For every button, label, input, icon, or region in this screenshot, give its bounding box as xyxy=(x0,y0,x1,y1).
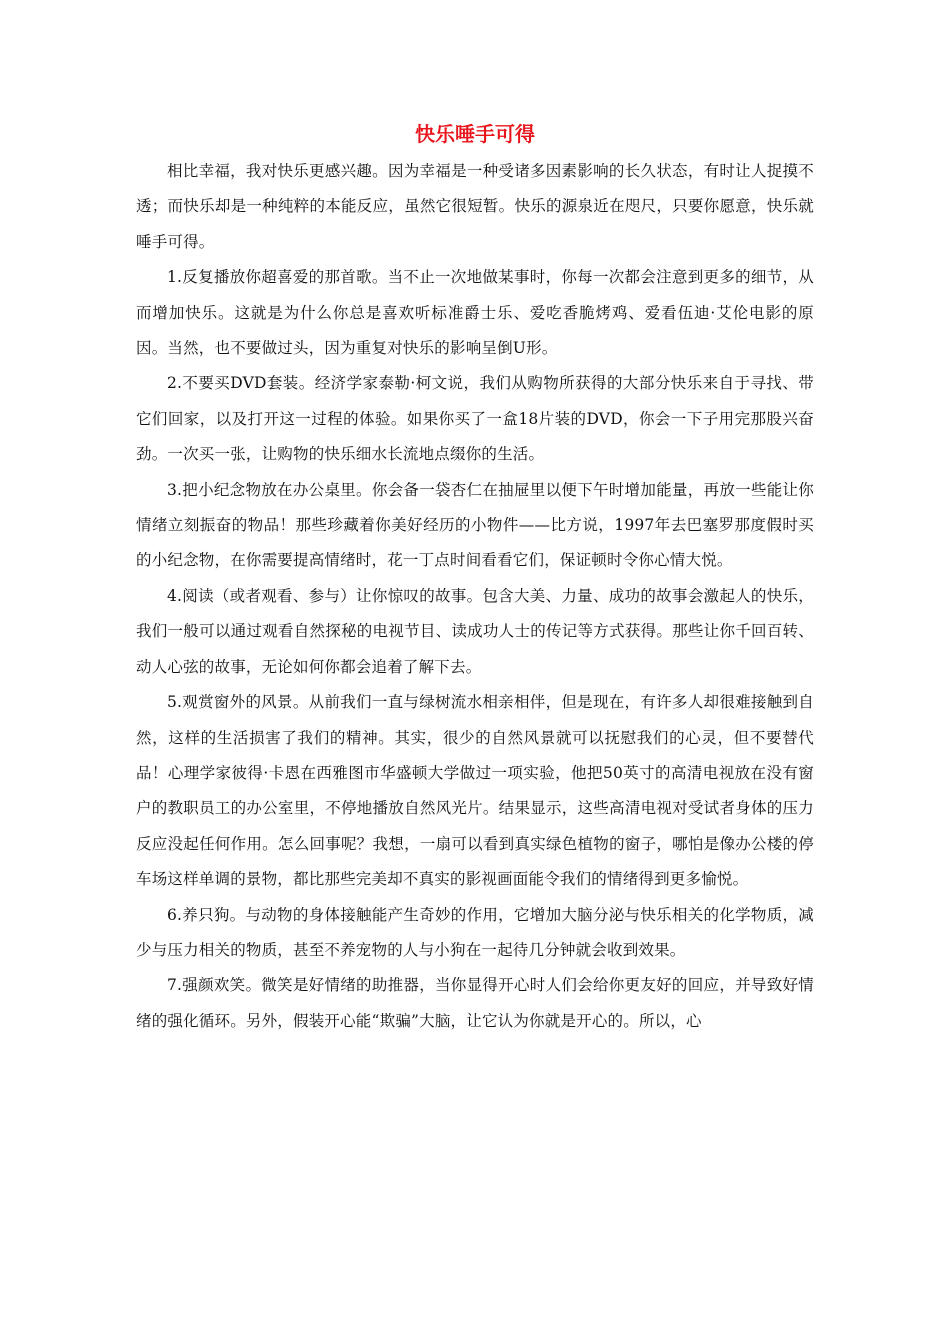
tip-paragraph-4: 4.阅读（或者观看、参与）让你惊叹的故事。包含大美、力量、成功的故事会激起人的快乐，我们一般可以通过观看自然探秘的电视节目、读成功人士的传记等方式获得。那些让你千回百转、动人心弦的故事，无论如何你都会追着了解下去。 xyxy=(136,586,814,676)
document-page xyxy=(136,118,814,1039)
tip-paragraph-2: 2.不要买DVD套装。经济学家泰勒·柯文说，我们从购物所获得的大部分快乐来自于寻找、带它们回家，以及打开这一过程的体验。如果你买了一盒18片装的DVD，你会一下子用完那股兴奋劲。一次买一张，让购物的快乐细水长流地点缀你的生活。 xyxy=(136,374,814,464)
tip-paragraph-6: 6.养只狗。与动物的身体接触能产生奇妙的作用，它增加大脑分泌与快乐相关的化学物质，减少与压力相关的物质，甚至不养宠物的人与小狗在一起待几分钟就会收到效果。 xyxy=(136,905,814,959)
intro-paragraph: 相比幸福，我对快乐更感兴趣。因为幸福是一种受诸多因素影响的长久状态，有时让人捉摸不透；而快乐却是一种纯粹的本能反应，虽然它很短暂。快乐的源泉近在咫尺，只要你愿意，快乐就唾手可得。 xyxy=(136,162,814,251)
tip-paragraph-5: 5.观赏窗外的风景。从前我们一直与绿树流水相亲相伴，但是现在，有许多人却很难接触到自然，这样的生活损害了我们的精神。其实，很少的自然风景就可以抚慰我们的心灵，但不要替代品！心理学家彼得·卡恩在西雅图市华盛顿大学做过一项实验，他把50英寸的高清电视放在没有窗户的教职员工的办公室里，不停地播放自然风光片。结果显示，这些高清电视对受试者身体的压力反应没起任何作用。怎么回事呢？我想，一扇可以看到真实绿色植物的窗子，哪怕是像办公楼的停车场这样单调的景物，都比那些完美却不真实的影视画面能令我们的情绪得到更多愉悦。 xyxy=(136,693,814,889)
tip-paragraph-7: 7.强颜欢笑。微笑是好情绪的助推器，当你显得开心时人们会给你更友好的回应，并导致好情绪的强化循环。另外，假装开心能“欺骗”大脑，让它认为你就是开心的。所以，心 xyxy=(136,976,814,1030)
tip-paragraph-3: 3.把小纪念物放在办公桌里。你会备一袋杏仁在抽屉里以便下午时增加能量，再放一些能让你情绪立刻振奋的物品！那些珍藏着你美好经历的小物件——比方说，1997年去巴塞罗那度假时买的小纪念物，在你需要提高情绪时，花一丁点时间看看它们，保证顿时令你心情大悦。 xyxy=(136,480,814,570)
tip-paragraph-1: 1.反复播放你超喜爱的那首歌。当不止一次地做某事时，你每一次都会注意到更多的细节，从而增加快乐。这就是为什么你总是喜欢听标准爵士乐、爱吃香脆烤鸡、爱看伍迪·艾伦电影的原因。当然，也不要做过头，因为重复对快乐的影响呈倒U形。 xyxy=(136,268,814,358)
document-title: 快乐唾手可得 xyxy=(415,122,535,146)
